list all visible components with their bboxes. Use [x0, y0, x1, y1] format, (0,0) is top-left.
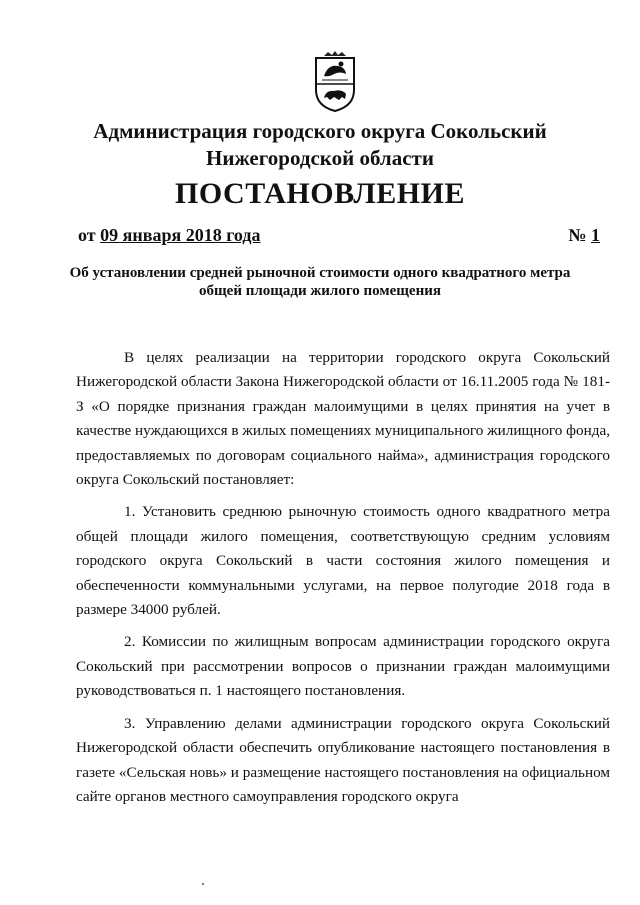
date-prefix: от — [78, 225, 101, 245]
organization-name-line2: Нижегородской области — [206, 146, 434, 170]
document-type-title: ПОСТАНОВЛЕНИЕ — [175, 177, 465, 210]
scan-speck — [202, 883, 204, 885]
document-date — [78, 224, 261, 246]
number-prefix: № — [568, 225, 591, 245]
date-value: 09 января 2018 года — [100, 225, 261, 245]
body-paragraph-2: 2. Комиссии по жилищным вопросам администрации городского округа Сокольский при рассмотрении вопросов о признании граждан малоимущими руководствоваться п. 1 настоящего постановления. — [76, 633, 610, 700]
subject-line1: Об установлении средней рыночной стоимости одного квадратного метра — [69, 265, 571, 281]
document-number — [568, 224, 600, 246]
document-body — [76, 346, 610, 809]
subject-line2: общей площади жилого помещения — [199, 283, 441, 299]
coat-of-arms-icon — [312, 50, 358, 112]
body-paragraph-preamble: В целях реализации на территории городского округа Сокольский Нижегородской области Закона Нижегородской области от 16.11.2005 года № 181-З «О порядке признания граждан малоимущими в целях принятия на учет в качестве нуждающихся в жилых помещениях муниципального жилищного фонда, предоставляемых по договорам социального найма», администрация городского округа Сокольский постановляет: — [76, 349, 610, 489]
organization-name-line1: Администрация городского округа Сокольский — [93, 119, 547, 143]
body-paragraph-3: 3. Управлению делами администрации городского округа Сокольский Нижегородской области обеспечить опубликование настоящего постановления в газете «Сельская новь» и размещение настоящего постановления на официальном сайте органов местного самоуправления городского округа — [76, 714, 610, 805]
body-paragraph-1: 1. Установить среднюю рыночную стоимость одного квадратного метра общей площади жилого помещения, соответствующую средним условиям городского округа Сокольский в части состояния жилого помещения и обеспеченности коммунальными услугами, на первое полугодие 2018 года в размере 34000 рублей. — [76, 503, 610, 619]
number-value: 1 — [591, 225, 600, 245]
